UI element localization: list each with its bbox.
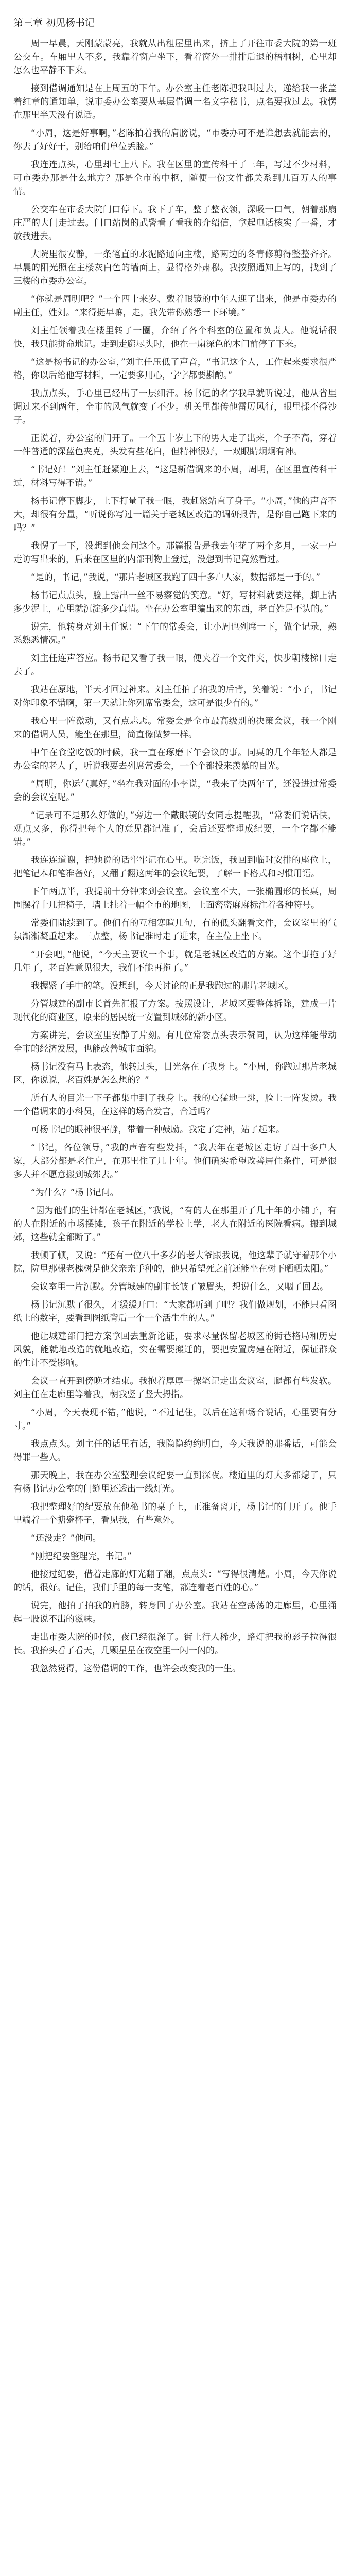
paragraph: “小周，这是好事啊，”老陈拍着我的肩膀说，“市委办可不是谁想去就能去的，你去了好好干，别给咱们单位丢脸。” (13, 128, 337, 152)
paragraph: 杨书记沉默了很久，才缓缓开口：“大家都听到了吧？我们做规划，不能只看图纸上的数字，要看到图纸背后一个一个活生生的人。” (13, 1300, 337, 1324)
paragraph: 我愣了一下，没想到他会问这个。那篇报告是我去年花了两个多月，一家一户走访写出来的，后来在区里的内部刊物上登过，没想到书记竟然看过。 (13, 541, 337, 565)
paragraph: 走出市委大院的时候，夜已经很深了。街上行人稀少，路灯把我的影子拉得很长。我抬头看了看天，几颗星星在夜空里一闪一闪的。 (13, 1632, 337, 1656)
paragraph: 可杨书记的眼神很平静，带着一种鼓励。我定了定神，站了起来。 (31, 1125, 285, 1135)
paragraph: “开会吧，”他说，“今天主要议一个事，就是老城区改造的方案。这个事拖了好几年了，老百姓意见很大，我们不能再拖了。” (13, 950, 337, 973)
paragraph: “书记好！”刘主任赶紧迎上去，“这是新借调来的小周，周明，在区里宣传科干过，材料写得不错。” (13, 465, 337, 488)
paragraph: “你就是周明吧？”一个四十来岁、戴着眼镜的中年人迎了出来，他是市委办的副主任，姓刘。“来得挺早嘛，走，我先带你熟悉一下环境。” (13, 294, 337, 318)
paragraph: 说完，他拍了拍我的肩膀，转身回了办公室。我站在空荡荡的走廊里，心里涌起一股说不出的滋味。 (13, 1601, 337, 1624)
paragraph: 我点点头。刘主任的话里有话，我隐隐约约明白，今天我说的那番话，可能会得罪一些人。 (13, 1439, 337, 1463)
paragraph: 方案讲完，会议室里安静了片刻。有几位常委点头表示赞同，认为这样能带动全市的经济发展，也能改善城市面貌。 (13, 1030, 337, 1054)
paragraph: 杨书记点点头，脸上露出一丝不易察觉的笑意。“好，写材料就要这样，脚上沾多少泥土，心里就沉淀多少真情。坐在办公室里编出来的东西，老百姓是不认的。” (13, 590, 337, 614)
paragraph: 杨书记没有马上表态，他转过头，目光落在了我身上。“小周，你跑过那片老城区，你说说，老百姓是怎么想的？” (13, 1062, 337, 1086)
paragraph: 杨书记停下脚步，上下打量了我一眼，我赶紧站直了身子。“小周，”他的声音不大，却很有分量，“听说你写过一篇关于老城区改造的调研报告，是你自己跑下来的吗？” (13, 496, 337, 533)
paragraph: “记录可不是那么好做的，”旁边一个戴眼镜的女同志提醒我，“常委们说话快，观点又多，你得把每个人的意见都记准了，会后还要整理成纪要，一个字都不能错。” (13, 810, 337, 848)
paragraph: 公交车在市委大院门口停下。我下了车，整了整衣领，深吸一口气，朝着那扇庄严的大门走过去。门口站岗的武警看了看我的介绍信，拿起电话核实了一番，才放我进去。 (13, 205, 337, 242)
paragraph: “刚把纪要整理完，书记。” (31, 1551, 132, 1562)
paragraph: 他让城建部门把方案拿回去重新论证，要求尽量保留老城区的街巷格局和历史风貌，能就地改造的就地改造，实在需要搬迁的，要把安置房建在附近，保证群众的生计不受影响。 (13, 1331, 337, 1368)
paragraph: 所有人的目光一下子都集中到了我身上。我的心猛地一跳，脸上一阵发烫。我一个借调来的小科员，在这样的场合发言，合适吗？ (13, 1093, 337, 1117)
paragraph: 他接过纪要，借着走廊的灯光翻了翻，点点头：“写得很清楚。小周，今天你说的话，很好。记住，我们手里的每一支笔，都连着老百姓的心。” (13, 1569, 337, 1593)
paragraph: 我连连道谢，把她说的话牢牢记在心里。吃完饭，我回到临时安排的座位上，把笔记本和笔准备好，又翻了翻这两年的会议纪要，了解一下格式和习惯用语。 (13, 855, 337, 879)
paragraph: 我站在原地，半天才回过神来。刘主任拍了拍我的后背，笑着说：“小子，书记对你印象不错啊，第一天就让你列席常委会，这可是很少有的。” (13, 685, 337, 708)
paragraph: “为什么？”杨书记问。 (31, 1188, 119, 1198)
paragraph: 我连连点头，心里却七上八下。我在区里的宣传科干了三年，写过不少材料，可市委办那是什么地方？那是全市的中枢，随便一份文件都关系到几百万人的事情。 (13, 160, 337, 197)
paragraph: 分管城建的副市长首先汇报了方案。按照设计，老城区要整体拆除，建成一片现代化的商业区，原来的居民统一安置到城郊的新小区。 (13, 999, 337, 1023)
paragraph: “因为他们的生计都在老城区，”我说，“有的人在那里开了几十年的小铺子，有的人在附近的市场摆摊，孩子在附近的学校上学，老人在附近的医院看病。搬到城郊，这些就全都断了。” (13, 1206, 337, 1243)
paragraph: “这是杨书记的办公室，”刘主任压低了声音，“书记这个人，工作起来要求很严格，你以后给他写材料，一定要多用心，字字都要斟酌。” (13, 357, 337, 381)
paragraph: 大院里很安静，一条笔直的水泥路通向主楼，路两边的冬青修剪得整整齐齐。早晨的阳光照在主楼灰白色的墙面上，显得格外肃穆。我按照通知上写的，找到了三楼的市委办公室。 (13, 249, 337, 286)
paragraph: 刘主任领着我在楼里转了一圈，介绍了各个科室的位置和负责人。他说话很快，我只能拼命地记。走到走廊尽头时，他在一扇深色的木门前停了下来。 (13, 326, 337, 349)
paragraph: “是的，书记，”我说，“那片老城区我跑了四十多户人家，数据都是一手的。” (31, 572, 321, 583)
paragraph: 中午在食堂吃饭的时候，我一直在琢磨下午会议的事。同桌的几个年轻人都是办公室的老人了，听说我要去列席常委会，一个个都投来羡慕的目光。 (13, 748, 337, 771)
paragraph: 周一早晨，天刚蒙蒙亮，我就从出租屋里出来，挤上了开往市委大院的第一班公交车。车厢里人不多，我靠着窗户坐下，看着窗外一排排后退的梧桐树，心里却怎么也平静不下来。 (13, 39, 337, 76)
paragraph: 常委们陆续到了。他们有的互相寒暄几句，有的低头翻看文件，会议室里的气氛渐渐凝重起来。三点整，杨书记准时走了进来，在主位上坐下。 (13, 918, 337, 942)
paragraph: “小周，今天表现不错，”他说，“不过记住，以后在这种场合说话，心里要有分寸。” (13, 1408, 337, 1431)
paragraph: 我心里一阵激动，又有点忐忑。常委会是全市最高级别的决策会议，我一个刚来的借调人员，能坐在那里，简直像做梦一样。 (13, 716, 337, 740)
paragraph: 正说着，办公室的门开了。一个五十岁上下的男人走了出来，个子不高，穿着一件普通的深蓝色夹克，头发有些花白，但精神很好，一双眼睛炯炯有神。 (13, 433, 337, 457)
paragraph: “周明，你运气真好，”坐在我对面的小李说，“我来了快两年了，还没进过常委会的会议室呢。” (13, 779, 337, 803)
paragraph: 我忽然觉得，这份借调的工作，也许会改变我的一生。 (31, 1664, 241, 1674)
paragraph: 我点点头，手心里已经出了一层细汗。杨书记的名字我早就听说过，他从省里调过来不到两年，全市的风气就变了不少。机关里都传他雷厉风行，眼里揉不得沙子。 (13, 388, 337, 426)
paragraph: 我把整理好的纪要放在他秘书的桌子上，正准备离开，杨书记的门开了。他手里端着一个搪瓷杯子，看见我，有些意外。 (13, 1502, 337, 1526)
paragraph: “书记，各位领导，”我的声音有些发抖，“我去年在老城区走访了四十多户人家，大部分都是老住户，在那里住了几十年。他们确实希望改善居住条件，可是很多人并不愿意搬到城郊去。” (13, 1143, 337, 1180)
paragraph: 我顿了顿，又说：“还有一位八十多岁的老大爷跟我说，他这辈子就守着那个小院，院里那棵老槐树是他父亲亲手种的，他只希望死之前还能坐在树下晒晒太阳。” (13, 1250, 337, 1274)
paragraph: 说完，他转身对刘主任说：“下午的常委会，让小周也列席一下，做个记录，熟悉熟悉情况。” (13, 622, 337, 646)
paragraph: 我握紧了手中的笔。没想到，今天讨论的正是我跑过的那片老城区。 (31, 981, 293, 991)
paragraph: 刘主任连声答应。杨书记又看了我一眼，便夹着一个文件夹，快步朝楼梯口走去了。 (13, 653, 337, 677)
article-body (13, 37, 337, 1675)
article-title: 第三章 初见杨书记 (13, 17, 95, 28)
paragraph: 接到借调通知是在上周五的下午。办公室主任老陈把我叫过去，递给我一张盖着红章的通知单，说市委办公室要从基层借调一名文字秘书，点名要我过去。我愣在那里半天没有说话。 (13, 83, 337, 121)
paragraph: 那天晚上，我在办公室整理会议纪要一直到深夜。楼道里的灯大多都熄了，只有杨书记办公室的门缝里还透出一线灯光。 (13, 1470, 337, 1494)
paragraph: 下午两点半，我提前十分钟来到会议室。会议室不大，一张椭圆形的长桌，周围摆着十几把椅子，墙上挂着一幅全市的地图，上面密密麻麻标注着各种符号。 (13, 887, 337, 910)
paragraph: 会议室里一片沉默。分管城建的副市长皱了皱眉头，想说什么，又咽了回去。 (31, 1282, 328, 1292)
paragraph: 会议一直开到傍晚才结束。我抱着厚厚一摞笔记走出会议室，腿都有些发软。刘主任在走廊里等着我，朝我竖了竖大拇指。 (13, 1376, 337, 1400)
paragraph: “还没走？”他问。 (31, 1533, 101, 1544)
